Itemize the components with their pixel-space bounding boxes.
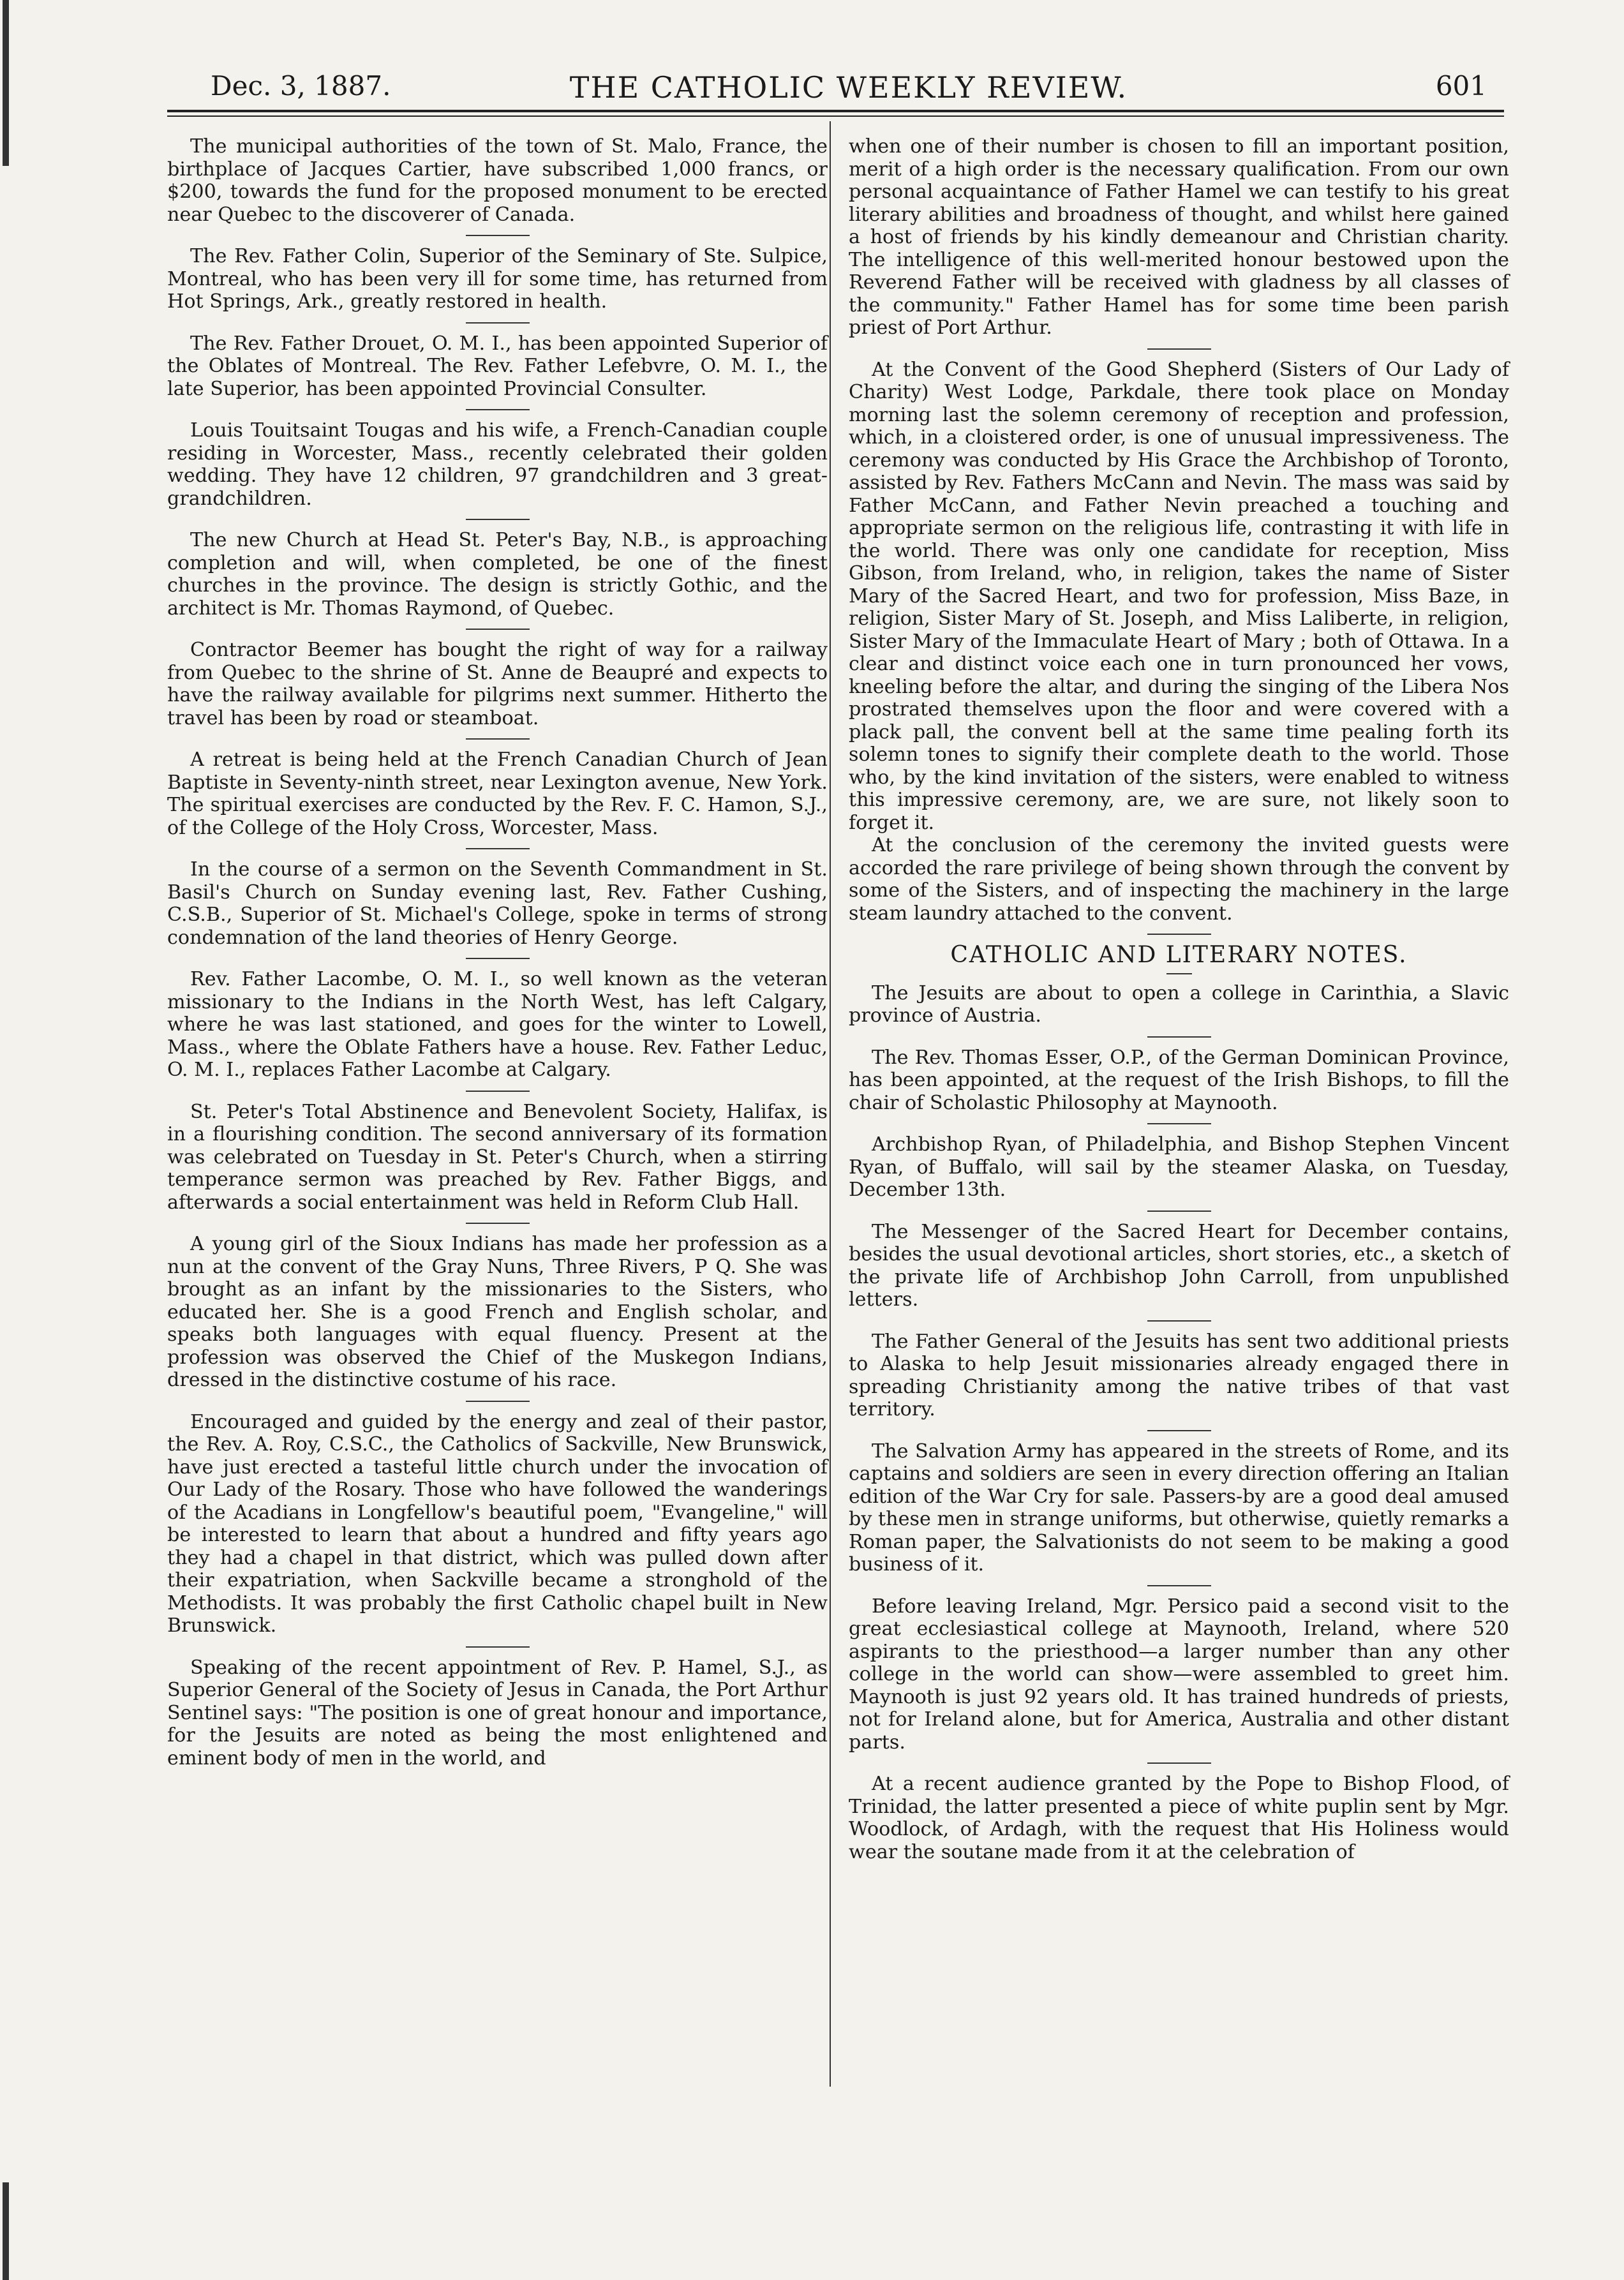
news-item: Before leaving Ireland, Mgr. Persico paid a second visit to the great ecclesiastical college at Maynooth, Ireland, where 520 aspirants to the priesthood—a larger number than any other college in the world can show—were assembled to greet him. Maynooth is just 92 years old. It has trained hundreds of priests, not for Ireland alone, but for America, Australia and other distant parts. — [849, 1595, 1509, 1754]
item-separator — [1166, 973, 1192, 974]
left-column — [167, 135, 828, 1770]
page-header — [211, 70, 1487, 108]
item-separator — [1147, 1123, 1211, 1124]
news-item: At the Convent of the Good Shepherd (Sisters of Our Lady of Charity) West Lodge, Parkdale, there took place on Monday morning last the solemn ceremony of reception and profession, which, in a cloistered order, is one of unusual impressiveness. The ceremony was conducted by His Grace the Archbishop of Toronto, assisted by Rev. Fathers McCann and Nevin. The mass was said by Father McCann, and Father Nevin preached a touching and appropriate sermon on the religious life, contrasting it with life in the world. There was only one candidate for reception, Miss Gibson, from Ireland, who, in religion, takes the name of Sister Mary of the Sacred Heart, and two for profession, Miss Baze, in religion, Sister Mary of St. Joseph, and Miss Laliberte, in religion, Sister Mary of the Immaculate Heart of Mary ; both of Ottawa. In a clear and distinct voice each one in turn pronounced her vows, kneeling before the altar, and during the singing of the Libera Nos prostrated themselves upon the floor and were covered with a plack pall, the convent bell at the same time pealing forth its solemn tones to signify their complete death to the world. Those who, by the kind invitation of the sisters, were enabled to witness this impressive ceremony, are, we are sure, not likely soon to forget it. — [849, 358, 1509, 834]
news-item: At a recent audience granted by the Pope to Bishop Flood, of Trinidad, the latter presented a piece of white puplin sent by Mgr. Woodlock, of Ardagh, with the request that His Holiness would wear the soutane made from it at the celebration of — [849, 1773, 1509, 1863]
news-item: The Father General of the Jesuits has sent two additional priests to Alaska to help Jesuit missionaries already engaged there in spreading Christianity among the native tribes of that vast territory. — [849, 1330, 1509, 1420]
news-item: The Messenger of the Sacred Heart for December contains, besides the usual devotional articles, short stories, etc., a sketch of the private life of Archbishop John Carroll, from unpublished letters. — [849, 1220, 1509, 1311]
publication-title: THE CATHOLIC WEEKLY REVIEW. — [569, 70, 1128, 105]
item-separator — [466, 1401, 530, 1402]
column-divider — [830, 121, 831, 2087]
item-separator — [1147, 1585, 1211, 1586]
news-item: when one of their number is chosen to fill an important position, merit of a high order is the necessary qualification. From our own personal acquaintance of Father Hamel we can testify to his great literary abilities and broadness of thought, and whilst here gained a host of friends by his kindly demeanour and Christian charity. The intelligence of this well-merited honour bestowed upon the Reverend Father will be received with gladness by all classes of the community." Father Hamel has for some time been parish priest of Port Arthur. — [849, 135, 1509, 339]
item-separator — [466, 409, 530, 410]
news-item: A retreat is being held at the French Canadian Church of Jean Baptiste in Seventy-ninth street, near Lexington avenue, New York. The spiritual exercises are conducted by the Rev. F. C. Hamon, S.J., of the College of the Holy Cross, Worcester, Mass. — [167, 749, 828, 839]
item-separator — [1147, 1762, 1211, 1764]
item-separator — [1147, 1211, 1211, 1212]
header-rule-thin — [167, 115, 1504, 117]
news-item: The Salvation Army has appeared in the streets of Rome, and its captains and soldiers are seen in every direction offering an Italian edition of the War Cry for sale. Passers-by are a good deal amused by these men in strange uniforms, but otherwise, quietly remarks a Roman paper, the Salvationists do not seem to be making a good business of it. — [849, 1440, 1509, 1576]
news-item: The municipal authorities of the town of St. Malo, France, the birthplace of Jacques Cartier, have subscribed 1,000 francs, or $200, towards the fund for the proposed monument to be erected near Quebec to the discoverer of Canada. — [167, 135, 828, 226]
item-separator — [466, 235, 530, 236]
news-item: Speaking of the recent appointment of Rev. P. Hamel, S.J., as Superior General of the Society of Jesus in Canada, the Port Arthur Sentinel says: "The position is one of great honour and importance, for the Jesuits are noted as being the most enlightened and eminent body of men in the world, and — [167, 1656, 828, 1770]
item-separator — [466, 629, 530, 630]
item-separator — [466, 738, 530, 740]
news-item: In the course of a sermon on the Seventh Commandment in St. Basil's Church on Sunday evening last, Rev. Father Cushing, C.S.B., Superior of St. Michael's College, spoke in terms of strong condemnation of the land theories of Henry George. — [167, 858, 828, 949]
item-separator — [466, 519, 530, 520]
news-item: Rev. Father Lacombe, O. M. I., so well known as the veteran missionary to the Indians in the North West, has left Calgary, where he was last stationed, and goes for the winter to Lowell, Mass., where the Oblate Fathers have a house. Rev. Father Leduc, O. M. I., replaces Father Lacombe at Calgary. — [167, 968, 828, 1081]
section-heading: CATHOLIC AND LITERARY NOTES. — [950, 942, 1408, 968]
item-separator — [466, 848, 530, 849]
news-item: Encouraged and guided by the energy and zeal of their pastor, the Rev. A. Roy, C.S.C., the Catholics of Sackville, New Brunswick, have just erected a tasteful little church under the invocation of Our Lady of the Rosary. Those who have followed the wanderings of the Acadians in Longfellow's beautiful poem, "Evangeline," will be interested to learn that about a hundred and fifty years ago they had a chapel in that district, which was pulled down after their expatriation, when Sackville became a stronghold of the Methodists. It was probably the first Catholic chapel built in New Brunswick. — [167, 1410, 828, 1637]
item-separator — [466, 958, 530, 959]
scan-margin-mark — [3, 0, 9, 166]
item-separator — [466, 1091, 530, 1092]
issue-date: Dec. 3, 1887. — [211, 70, 391, 101]
header-rule-thick — [167, 110, 1504, 112]
news-item: At the conclusion of the ceremony the invited guests were accorded the rare privilege of being shown through the convent by some of the Sisters, and of inspecting the machinery in the large steam laundry attached to the convent. — [849, 834, 1509, 925]
right-column — [849, 135, 1509, 1863]
news-item: Louis Touitsaint Tougas and his wife, a French-Canadian couple residing in Worcester, Mass., recently celebrated their golden wedding. They have 12 children, 97 grandchildren and 3 great-grandchildren. — [167, 419, 828, 510]
news-item: The new Church at Head St. Peter's Bay, N.B., is approaching completion and will, when completed, be one of the finest churches in the province. The design is strictly Gothic, and the architect is Mr. Thomas Raymond, of Quebec. — [167, 529, 828, 620]
news-item: St. Peter's Total Abstinence and Benevolent Society, Halifax, is in a flourishing condition. The second anniversary of its formation was celebrated on Tuesday in St. Peter's Church, when a stirring temperance sermon was preached by Rev. Father Biggs, and afterwards a social entertainment was held in Reform Club Hall. — [167, 1100, 828, 1214]
item-separator — [466, 322, 530, 324]
news-item: The Rev. Father Colin, Superior of the Seminary of Ste. Sulpice, Montreal, who has been very ill for some time, has returned from Hot Springs, Ark., greatly restored in health. — [167, 245, 828, 313]
news-item: The Jesuits are about to open a college in Carinthia, a Slavic province of Austria. — [849, 981, 1509, 1027]
item-separator — [1147, 348, 1211, 350]
item-separator — [466, 1223, 530, 1224]
item-separator — [1147, 1320, 1211, 1322]
scan-margin-mark — [3, 2182, 9, 2280]
item-separator — [1147, 1036, 1211, 1038]
item-separator — [1147, 934, 1211, 935]
news-item: A young girl of the Sioux Indians has made her profession as a nun at the convent of the Gray Nuns, Three Rivers, P Q. She was brought as an infant by the missionaries to the Sisters, who educated her. She is a good French and English scholar, and speaks both languages with equal fluency. Present at the profession was observed the Chief of the Muskegon Indians, dressed in the distinctive costume of his race. — [167, 1233, 828, 1391]
news-item: Archbishop Ryan, of Philadelphia, and Bishop Stephen Vincent Ryan, of Buffalo, will sail by the steamer Alaska, on Tuesday, December 13th. — [849, 1133, 1509, 1201]
news-item: The Rev. Thomas Esser, O.P., of the German Dominican Province, has been appointed, at the request of the Irish Bishops, to fill the chair of Scholastic Philosophy at Maynooth. — [849, 1046, 1509, 1114]
item-separator — [466, 1646, 530, 1648]
page-number: 601 — [1435, 70, 1487, 101]
news-item: Contractor Beemer has bought the right of way for a railway from Quebec to the shrine of St. Anne de Beaupré and expects to have the railway available for pilgrims next summer. Hitherto the travel has been by road or steamboat. — [167, 639, 828, 729]
news-item: The Rev. Father Drouet, O. M. I., has been appointed Superior of the Oblates of Montreal. The Rev. Father Lefebvre, O. M. I., the late Superior, has been appointed Provincial Consulter. — [167, 332, 828, 400]
item-separator — [1147, 1430, 1211, 1431]
